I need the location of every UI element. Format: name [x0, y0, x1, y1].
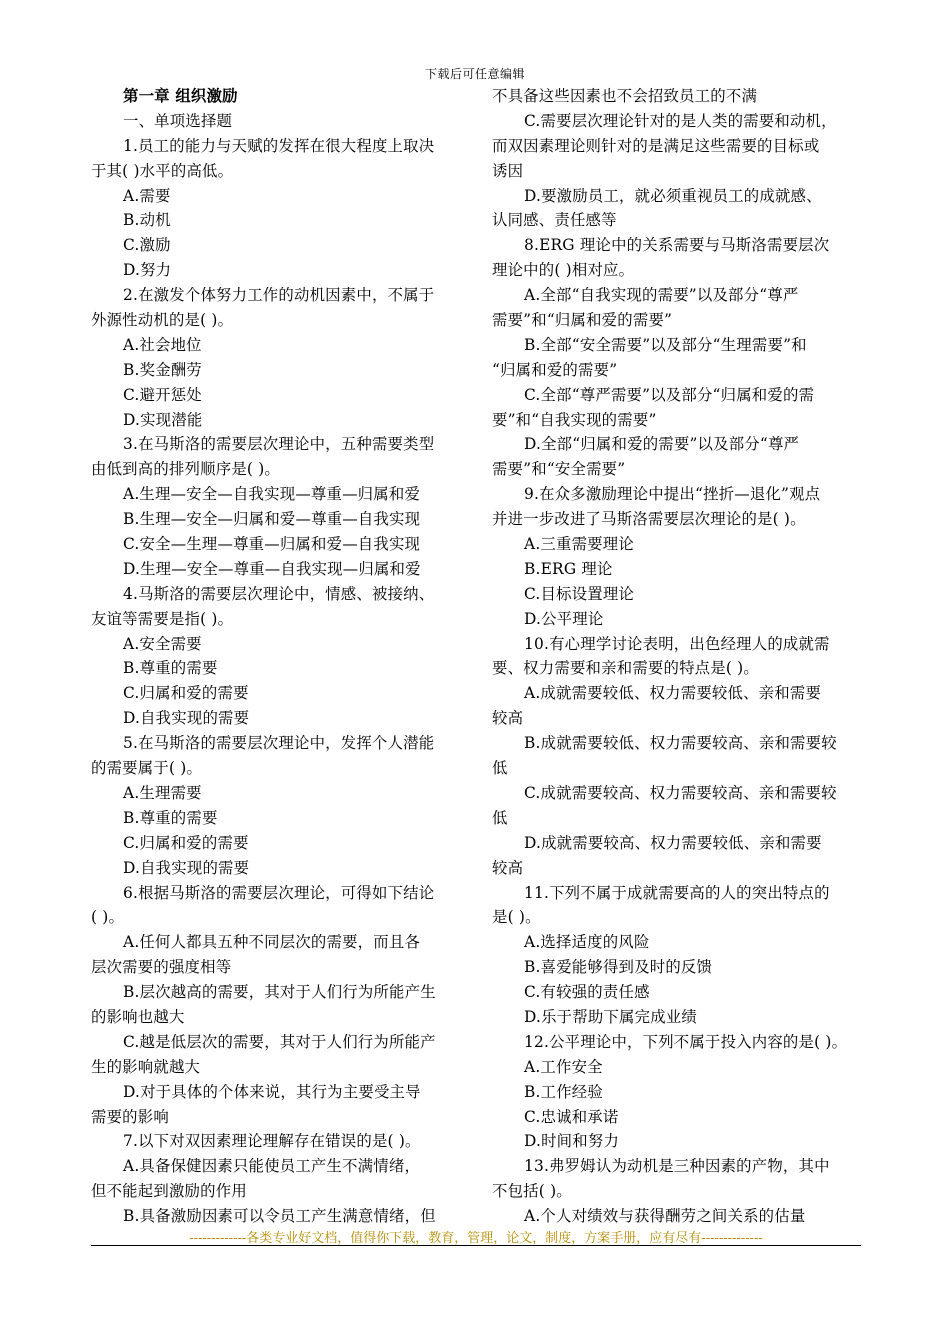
right-column	[492, 84, 864, 1229]
text-line: C.归属和爱的需要	[123, 833, 249, 852]
text-line: 但不能起到激励的作用	[91, 1182, 247, 1201]
text-line: B.全部“安全需要”以及部分“生理需要”和	[524, 335, 807, 354]
text-line: C.激励	[123, 236, 171, 255]
text-line: C.需要层次理论针对的是人类的需要和动机，	[524, 111, 837, 130]
text-line: B.尊重的需要	[123, 659, 218, 678]
text-line: 是( )。	[492, 908, 541, 927]
text-line: B.尊重的需要	[123, 808, 218, 827]
text-line: B.喜爱能够得到及时的反馈	[524, 958, 713, 977]
text-line: D.时间和努力	[524, 1132, 620, 1151]
text-line: 低	[492, 759, 508, 778]
footer-banner: -------------各类专业好文档，值得你下载，教育，管理，论文，制度，方案手册，应有尽有--------------	[189, 1231, 763, 1246]
text-line: A.社会地位	[123, 335, 202, 354]
text-line: 4.马斯洛的需要层次理论中，情感、被接纳、	[123, 584, 435, 603]
text-line: C.全部“尊严需要”以及部分“归属和爱的需	[524, 385, 815, 404]
text-line: B.成就需要较低、权力需要较高、亲和需要较	[524, 734, 837, 753]
text-line: 8.ERG 理论中的关系需要与马斯洛需要层次	[524, 236, 830, 255]
text-line: A.生理—安全—自我实现—尊重—归属和爱	[123, 485, 421, 504]
text-line: A.选择适度的风险	[524, 933, 650, 952]
text-line: A.工作安全	[524, 1057, 603, 1076]
text-line: 不具备这些因素也不会招致员工的不满	[492, 87, 758, 105]
text-line: 10.有心理学讨论表明，出色经理人的成就需	[524, 634, 830, 653]
text-line: D.公平理论	[524, 609, 604, 628]
text-line: D.对于具体的个体来说，其行为主要受主导	[123, 1082, 421, 1101]
left-column	[91, 84, 461, 1229]
text-line: 理论中的( )相对应。	[492, 261, 635, 280]
text-line: A.需要	[123, 186, 171, 205]
text-line: 11.下列不属于成就需要高的人的突出特点的	[524, 883, 830, 902]
text-line: 认同感、责任感等	[492, 211, 617, 230]
text-line: A.三重需要理论	[524, 535, 634, 554]
text-line: 友谊等需要是指( )。	[91, 609, 234, 628]
text-line: 不包括( )。	[492, 1182, 572, 1201]
text-line: 3.在马斯洛的需要层次理论中，五种需要类型	[123, 435, 435, 454]
text-line: 6.根据马斯洛的需要层次理论，可得如下结论	[123, 883, 435, 902]
text-line: 5.在马斯洛的需要层次理论中，发挥个人潜能	[123, 734, 435, 753]
text-line: B.动机	[123, 211, 171, 230]
text-line: 7.以下对双因素理论理解存在错误的是( )。	[123, 1132, 421, 1151]
text-line: D.自我实现的需要	[123, 858, 250, 877]
text-line: 9.在众多激励理论中提出“挫折—退化”观点	[524, 485, 821, 504]
text-line: C.成就需要较高、权力需要较高、亲和需要较	[524, 783, 837, 802]
text-line: 于其( )水平的高低。	[91, 161, 234, 180]
text-line: A.任何人都具五种不同层次的需要，而且各	[123, 933, 421, 952]
text-line: B.奖金酬劳	[123, 360, 202, 379]
text-line: A.安全需要	[123, 634, 202, 653]
text-line: 较高	[492, 709, 524, 728]
text-line: 要”和“自我实现的需要”	[492, 410, 657, 429]
text-line: 低	[492, 808, 508, 827]
text-line: C.忠诚和承诺	[524, 1107, 619, 1126]
text-line: C.安全—生理—尊重—归属和爱—自我实现	[123, 535, 421, 554]
text-line: A.生理需要	[123, 783, 202, 802]
text-line: 的需要属于( )。	[91, 759, 203, 778]
text-line: 生的影响就越大	[91, 1057, 201, 1076]
text-line: 由低到高的排列顺序是( )。	[91, 460, 280, 479]
text-line: A.成就需要较低、权力需要较低、亲和需要	[524, 684, 822, 703]
text-line: C.越是低层次的需要，其对于人们行为所能产	[123, 1032, 436, 1051]
text-line: 1.员工的能力与天赋的发挥在很大程度上取决	[123, 136, 435, 155]
text-line: “归属和爱的需要”	[492, 360, 618, 379]
text-line: 一、单项选择题	[123, 111, 233, 130]
text-line: 较高	[492, 858, 524, 877]
text-line: A.全部“自我实现的需要”以及部分“尊严	[524, 286, 799, 305]
text-line: 12.公平理论中，下列不属于投入内容的是( )。	[524, 1032, 848, 1051]
text-line: 需要”和“归属和爱的需要”	[492, 311, 673, 330]
text-line: 层次需要的强度相等	[91, 958, 232, 977]
text-line: A.具备保健因素只能使员工产生不满情绪，	[123, 1157, 421, 1176]
footer-rule	[91, 1245, 861, 1246]
text-line: D.生理—安全—尊重—自我实现—归属和爱	[123, 559, 421, 578]
text-line: B.生理—安全—归属和爱—尊重—自我实现	[123, 510, 421, 529]
text-line: C.有较强的责任感	[524, 983, 650, 1002]
text-line: D.实现潜能	[123, 410, 203, 429]
text-line: 的影响也越大	[91, 1007, 185, 1026]
text-line: D.自我实现的需要	[123, 709, 250, 728]
text-line: C.归属和爱的需要	[123, 684, 249, 703]
text-line: D.全部“归属和爱的需要”以及部分“尊严	[524, 435, 800, 454]
text-line: 需要”和“安全需要”	[492, 460, 626, 479]
text-line: C.目标设置理论	[524, 584, 635, 603]
text-line: 要、权力需要和亲和需要的特点是( )。	[492, 659, 759, 678]
text-line: ( )。	[91, 908, 125, 927]
text-line: A.个人对绩效与获得酬劳之间关系的估量	[524, 1207, 806, 1226]
text-line: 2.在激发个体努力工作的动机因素中，不属于	[123, 286, 435, 305]
text-line: 而双因素理论则针对的是满足这些需要的目标或	[492, 136, 820, 155]
text-line: 外源性动机的是( )。	[91, 311, 234, 330]
text-line: B.工作经验	[524, 1082, 603, 1101]
chapter-title: 第一章 组织激励	[123, 87, 238, 105]
text-line: B.层次越高的需要，其对于人们行为所能产生	[123, 983, 436, 1002]
text-line: 并进一步改进了马斯洛需要层次理论的是( )。	[492, 510, 806, 529]
text-line: 诱因	[492, 161, 524, 180]
text-line: B.ERG 理论	[524, 559, 613, 578]
text-line: B.具备激励因素可以令员工产生满意情绪，但	[123, 1207, 436, 1226]
page-header: 下载后可任意编辑	[424, 67, 525, 81]
text-line: 需要的影响	[91, 1107, 169, 1126]
text-line: 13.弗罗姆认为动机是三种因素的产物，其中	[524, 1157, 830, 1176]
text-line: D.要激励员工，就必须重视员工的成就感、	[524, 186, 822, 205]
text-line: C.避开惩处	[123, 385, 202, 404]
text-line: D.乐于帮助下属完成业绩	[524, 1007, 697, 1026]
text-line: D.成就需要较高、权力需要较低、亲和需要	[524, 833, 822, 852]
text-line: D.努力	[123, 261, 172, 280]
